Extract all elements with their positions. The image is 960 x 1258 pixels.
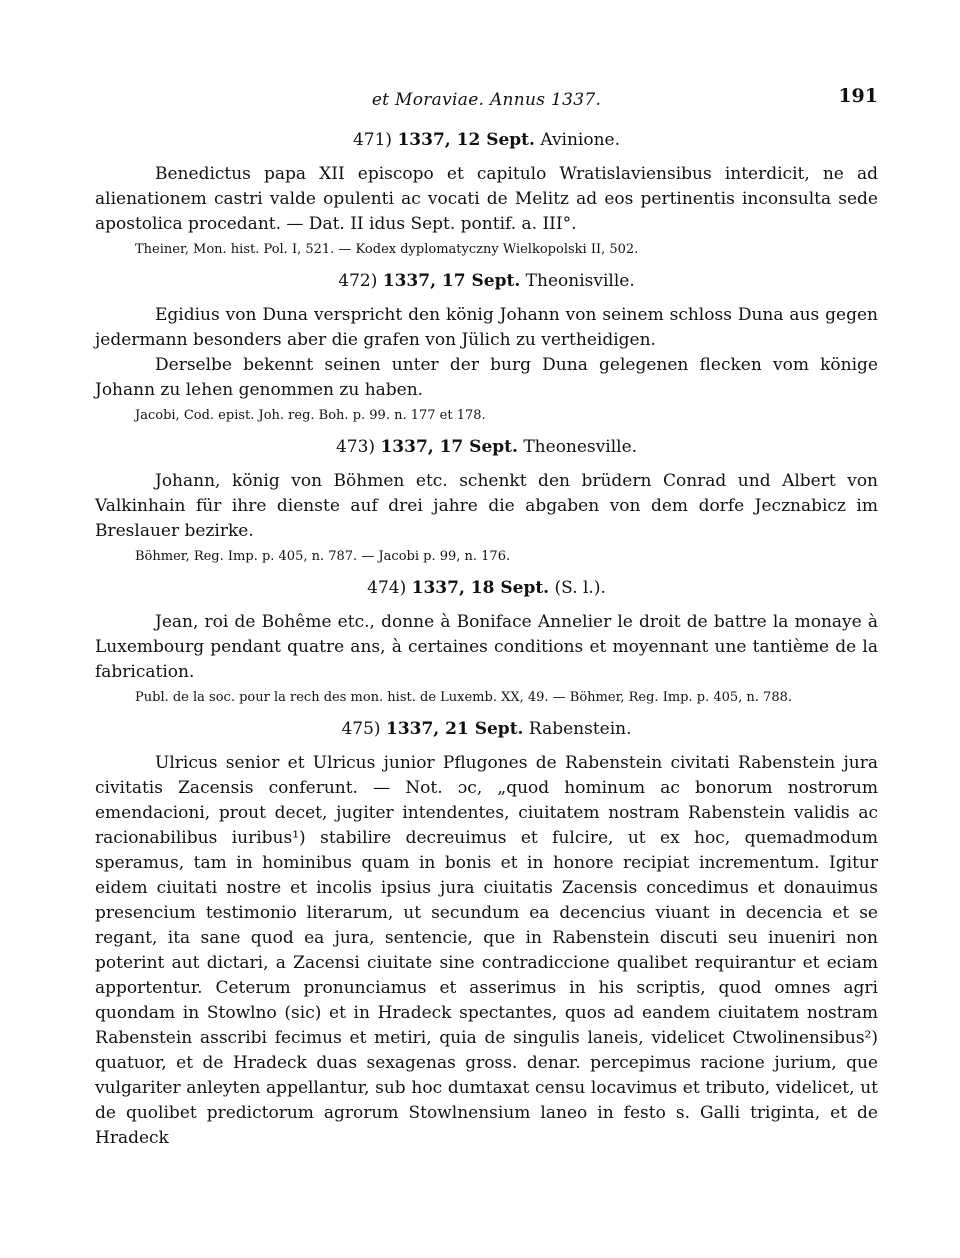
entry-heading [95,576,878,600]
entry-number: 471) [352,130,393,150]
entry-place: Theonesville. [523,437,638,457]
entry-number: 473) [335,437,376,457]
entry-paragraph: Ulricus senior et Ulricus junior Pflugones de Rabenstein civitati Rabenstein jura civitatis Zacensis conferunt. — Not. ɔc, „quod hominum ac bonorum nostrorum emendacioni, prout decet, jugiter intendentes, ciuitatem nostram Rabenstein validis ac racionabilibus iuribus¹) stabilire decreuimus et fulcire, ut ex hoc, quemadmodum speramus, tam in hominibus quam in bonis et in honore recipiat incrementum. Igitur eidem ciuitati nostre et incolis ipsius jura ciuitatis Zacensis concedimus et donauimus presencium testimonio literarum, ut secundum ea decencius viuant in decencia et se regant, ita sane quod ea jura, sentencie, que in Rabenstein discuti seu inueniri non poterint aut dictari, a Zacensi ciuitate sine contradiccione qualibet requirantur et eciam apportentur. Ceterum pronunciamus et asserimus in his scriptis, quod omnes agri quondam in Stowlno (sic) et in Hradeck spectantes, quos ad eandem ciuitatem nostram Rabenstein asscribi fecimus et metiri, quia de singulis laneis, videlicet Ctwolinensibus²) quatuor, et de Hradeck duas sexagenas gross. denar. percepimus racione jurium, que vulgariter anleyten appellantur, sub hoc dumtaxat censu locavimus et tributo, videlicet, ut de quolibet predictorum agrorum Stowlnensium laneo in festo s. Galli triginta, et de Hradeck [95,753,878,1148]
entry-number: 472) [338,271,378,291]
entry-paragraph: Jean, roi de Bohême etc., donne à Boniface Annelier le droit de battre la monaye à Luxembourg pendant quatre ans, à certaines conditions et moyennant une tantième de la fabrication. [95,612,878,682]
entry-471 [95,128,878,259]
entry-place: Rabenstein. [528,719,632,739]
entry-paragraph: Egidius von Duna verspricht den könig Johann von seinem schloss Duna aus gegen jedermann besonders aber die grafen von Jülich zu vertheidigen. [95,305,878,350]
page-header [95,85,878,118]
entry-source: Theiner, Mon. hist. Pol. I, 521. — Kodex dyplomatyczny Wielkopolski II, 502. [135,242,639,257]
entry-date: 1337, 17 Sept. [380,437,518,457]
entry-heading [95,717,878,741]
running-title: et Moraviae. Annus 1337. [371,90,602,110]
entry-heading [95,128,878,152]
entry-number: 475) [341,719,381,739]
page-number: 191 [838,85,878,107]
entry-date: 1337, 12 Sept. [397,130,535,150]
entry-paragraph: Benedictus papa XII episcopo et capitulo Wratislaviensibus interdicit, ne ad alienationem castri valde opulenti ac vocati de Melitz ad eos pertinentis inconsulta sede apostolica procedant. — Dat. II idus Sept. pontif. a. III°. [95,164,878,234]
entry-place: Avinione. [540,130,621,150]
entry-heading [95,269,878,293]
entry-474 [95,576,878,707]
entry-date: 1337, 21 Sept. [385,719,524,739]
entry-source: Böhmer, Reg. Imp. p. 405, n. 787. — Jacobi p. 99, n. 176. [135,549,511,564]
entry-date: 1337, 17 Sept. [382,271,521,291]
entry-473 [95,435,878,566]
entry-number: 474) [367,578,407,598]
entry-472 [95,269,878,425]
entry-place: Theonisville. [525,271,635,291]
entry-source: Jacobi, Cod. epist. Joh. reg. Boh. p. 99. n. 177 et 178. [135,408,486,423]
entry-475 [95,717,878,1151]
entry-date: 1337, 18 Sept. [411,578,550,598]
entry-place: (S. l.). [554,578,606,598]
entry-heading [95,435,878,459]
entry-paragraph: Derselbe bekennt seinen unter der burg Duna gelegenen flecken vom könige Johann zu lehen genommen zu haben. [95,355,878,400]
entry-source: Publ. de la soc. pour la rech des mon. hist. de Luxemb. XX, 49. — Böhmer, Reg. Imp. p. 405, n. 788. [135,690,792,705]
entry-paragraph: Johann, könig von Böhmen etc. schenkt den brüdern Conrad und Albert von Valkinhain für ihre dienste auf drei jahre die abgaben von dem dorfe Jecznabicz im Breslauer bezirke. [95,471,878,541]
